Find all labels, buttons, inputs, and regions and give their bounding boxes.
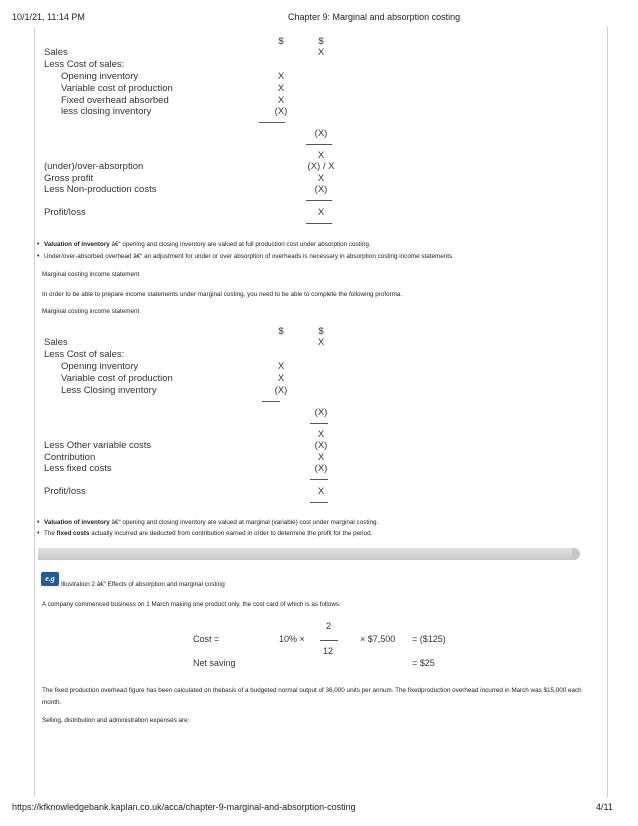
label-fixed-overhead: Fixed overhead absorbed	[61, 95, 169, 106]
label-less-cost-of-sales: Less Cost of sales:	[44, 59, 125, 70]
label-opening-inventory: Opening inventory	[61, 71, 139, 82]
label-other-variable-costs: Less Other variable costs	[44, 440, 152, 451]
value-fixed-overhead: X	[277, 95, 285, 106]
value-pre: X	[317, 429, 325, 440]
illustration-intro: A company commenced business on 1 March making one product only, the cost card of which is as follows:	[42, 601, 341, 608]
print-url: https://kfknowledgebank.kaplan.co.uk/acca/chapter-9-marginal-and-absorption-costing	[12, 802, 356, 812]
marginal-intro: In order to be able to prepare income statements under marginal costing, you need to be able to complete the following proforma.	[42, 291, 403, 298]
label-closing-inventory: Less Closing inventory	[61, 385, 157, 396]
label-gross-profit: Gross profit	[44, 173, 94, 184]
col2-header: $	[318, 326, 324, 337]
col2-header: $	[318, 36, 324, 47]
bullet-marginal-fixed-costs: • The fixed costs actually incurred are deducted from contribution earned in order to determine the profit for the period.	[44, 530, 372, 537]
fraction-bar	[320, 640, 338, 641]
example-icon: e.g	[41, 572, 59, 586]
rule	[306, 223, 332, 224]
rule	[262, 401, 280, 402]
bullet-absorption-inventory: • Valuation of inventory â€“ opening and closing inventory are valued at full production cost under absorption costing.	[44, 241, 371, 248]
value-under-over-absorption: (X) / X	[307, 161, 335, 172]
rule	[310, 479, 328, 480]
col1-header: $	[278, 326, 284, 337]
label-non-production-costs: Less Non-production costs	[44, 184, 157, 195]
expenses-paragraph: Selling, distribution and administration expenses are:	[42, 717, 190, 724]
value-variable-cost: X	[277, 373, 285, 384]
label-closing-inventory: less closing inventory	[61, 106, 152, 117]
overhead-paragraph: The fixed production overhead figure has been calculated on thebasis of a budgeted normal output of 36,000 units per annum. The fixedproduction overhead incurred in March was $15,000 each month.	[42, 687, 582, 706]
rule	[259, 122, 285, 123]
value-contribution: X	[317, 452, 325, 463]
calc-denominator: 12	[323, 646, 334, 656]
page-number: 4/11	[596, 802, 613, 812]
label-variable-cost: Variable cost of production	[61, 373, 173, 384]
value-fixed-costs: (X)	[314, 463, 328, 474]
col1-header: $	[278, 36, 284, 47]
label-fixed-costs: Less fixed costs	[44, 463, 112, 474]
value-gross-pre: X	[317, 150, 325, 161]
value-profit-loss: X	[317, 207, 325, 218]
marginal-heading-2: Marginal costing income statement	[42, 308, 140, 315]
bullet-absorption-under-over: • Under/over-absorbed overhead â€“ an adjustment for under or over absorption of overheads is necessary in absorption costing income statements.	[44, 253, 454, 260]
calc-cost-label: Cost =	[193, 634, 220, 644]
value-sales: X	[317, 47, 325, 58]
calc-net-saving-label: Net saving	[193, 658, 236, 668]
value-profit-loss: X	[317, 486, 325, 497]
bullet-marginal-inventory: • Valuation of inventory â€“ opening and closing inventory are valued at marginal (variable) cost under marginal costing.	[44, 519, 378, 526]
value-closing-inventory: (X)	[274, 385, 288, 396]
calc-multiplier: × $7,500	[360, 634, 396, 644]
label-variable-cost: Variable cost of production	[61, 83, 173, 94]
rule	[306, 144, 332, 145]
illustration-title: Illustration 2 â€“ Effects of absorption and marginal costing	[61, 581, 225, 588]
label-less-cost-of-sales: Less Cost of sales:	[44, 349, 125, 360]
value-opening-inventory: X	[277, 71, 285, 82]
label-profit-loss: Profit/loss	[44, 486, 86, 497]
rule	[306, 200, 332, 201]
print-timestamp: 10/1/21, 11:14 PM	[12, 12, 85, 22]
value-cost-subtotal: (X)	[314, 128, 328, 139]
section-divider-band	[38, 548, 576, 560]
value-variable-cost: X	[277, 83, 285, 94]
label-sales: Sales	[44, 47, 68, 58]
value-opening-inventory: X	[277, 361, 285, 372]
marginal-heading: Marginal costing income statement	[42, 271, 140, 278]
value-closing-inventory: (X)	[274, 106, 288, 117]
calc-numerator: 2	[326, 621, 332, 631]
value-sales: X	[317, 337, 325, 348]
label-opening-inventory: Opening inventory	[61, 361, 139, 372]
calc-result: = ($125)	[412, 634, 446, 644]
print-page-title: Chapter 9: Marginal and absorption costing	[288, 12, 461, 22]
label-profit-loss: Profit/loss	[44, 207, 86, 218]
label-sales: Sales	[44, 337, 68, 348]
value-cost-subtotal: (X)	[314, 407, 328, 418]
value-non-production-costs: (X)	[314, 184, 328, 195]
value-gross-profit: X	[317, 173, 325, 184]
label-contribution: Contribution	[44, 452, 96, 463]
rule	[310, 502, 328, 503]
calc-net-saving-result: = $25	[412, 658, 435, 668]
value-other-variable-costs: (X)	[314, 440, 328, 451]
label-under-over-absorption: (under)/over-absorption	[44, 161, 144, 172]
calc-percentage: 10% ×	[279, 634, 305, 644]
rule	[310, 423, 328, 424]
